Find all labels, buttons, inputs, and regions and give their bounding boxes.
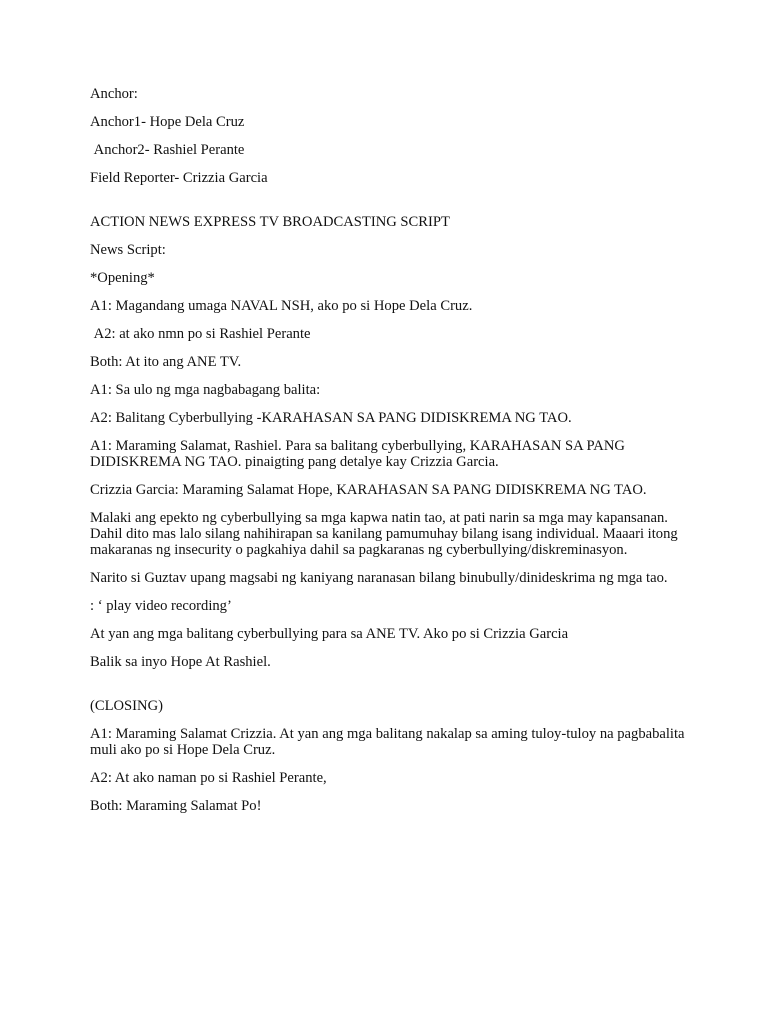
script-line: : ‘ play video recording’ [90, 598, 232, 614]
script-paragraph: Malaki ang epekto ng cyberbullying sa mga kapwa natin tao, at pati narin sa mga may kapansanan. Dahil dito mas lalo silang nahihirapan sa kanilang pamumuhay bilang isang individual. Maaari itong makaranas ng insecurity o pagkahiya dahil sa pagkaranas ng cyberbullying/diskreminasyon. [90, 510, 682, 558]
script-line: A1: Magandang umaga NAVAL NSH, ako po si Hope Dela Cruz. [90, 298, 473, 314]
news-script-label: News Script: [90, 242, 166, 258]
closing-label: (CLOSING) [90, 698, 163, 714]
script-paragraph: A1: Maraming Salamat Crizzia. At yan ang mga balitang nakalap sa aming tuloy-tuloy na pagbabalita muli ako po si Hope Dela Cruz. [90, 726, 689, 758]
script-line: Both: At ito ang ANE TV. [90, 354, 242, 370]
anchor-heading: Anchor: [90, 86, 138, 102]
anchor2-line: Anchor2- Rashiel Perante [90, 142, 245, 158]
field-reporter-line: Field Reporter- Crizzia Garcia [90, 170, 268, 186]
script-line: At yan ang mga balitang cyberbullying para sa ANE TV. Ako po si Crizzia Garcia [90, 626, 569, 642]
script-line: A1: Maraming Salamat, Rashiel. Para sa balitang cyberbullying, KARAHASAN SA PANG DIDISKREMA NG TAO. pinaigting pang detalye kay Crizzia Garcia. [90, 438, 629, 470]
anchor1-line: Anchor1- Hope Dela Cruz [90, 114, 245, 130]
script-line: A2: Balitang Cyberbullying -KARAHASAN SA PANG DIDISKREMA NG TAO. [90, 410, 572, 426]
script-title: ACTION NEWS EXPRESS TV BROADCASTING SCRIPT [90, 214, 450, 230]
script-line: Crizzia Garcia: Maraming Salamat Hope, KARAHASAN SA PANG DIDISKREMA NG TAO. [90, 482, 647, 498]
script-line: A2: At ako naman po si Rashiel Perante, [90, 770, 327, 786]
script-line: Both: Maraming Salamat Po! [90, 798, 262, 814]
script-line: A2: at ako nmn po si Rashiel Perante [90, 326, 311, 342]
script-paragraph: Narito si Guztav upang magsabi ng kaniyang naranasan bilang binubully/dinideskrima ng mga tao. [90, 570, 668, 586]
script-line: Balik sa inyo Hope At Rashiel. [90, 654, 271, 670]
document-page [90, 86, 690, 826]
script-line: A1: Sa ulo ng mga nagbabagang balita: [90, 382, 321, 398]
opening-label: *Opening* [90, 270, 155, 286]
